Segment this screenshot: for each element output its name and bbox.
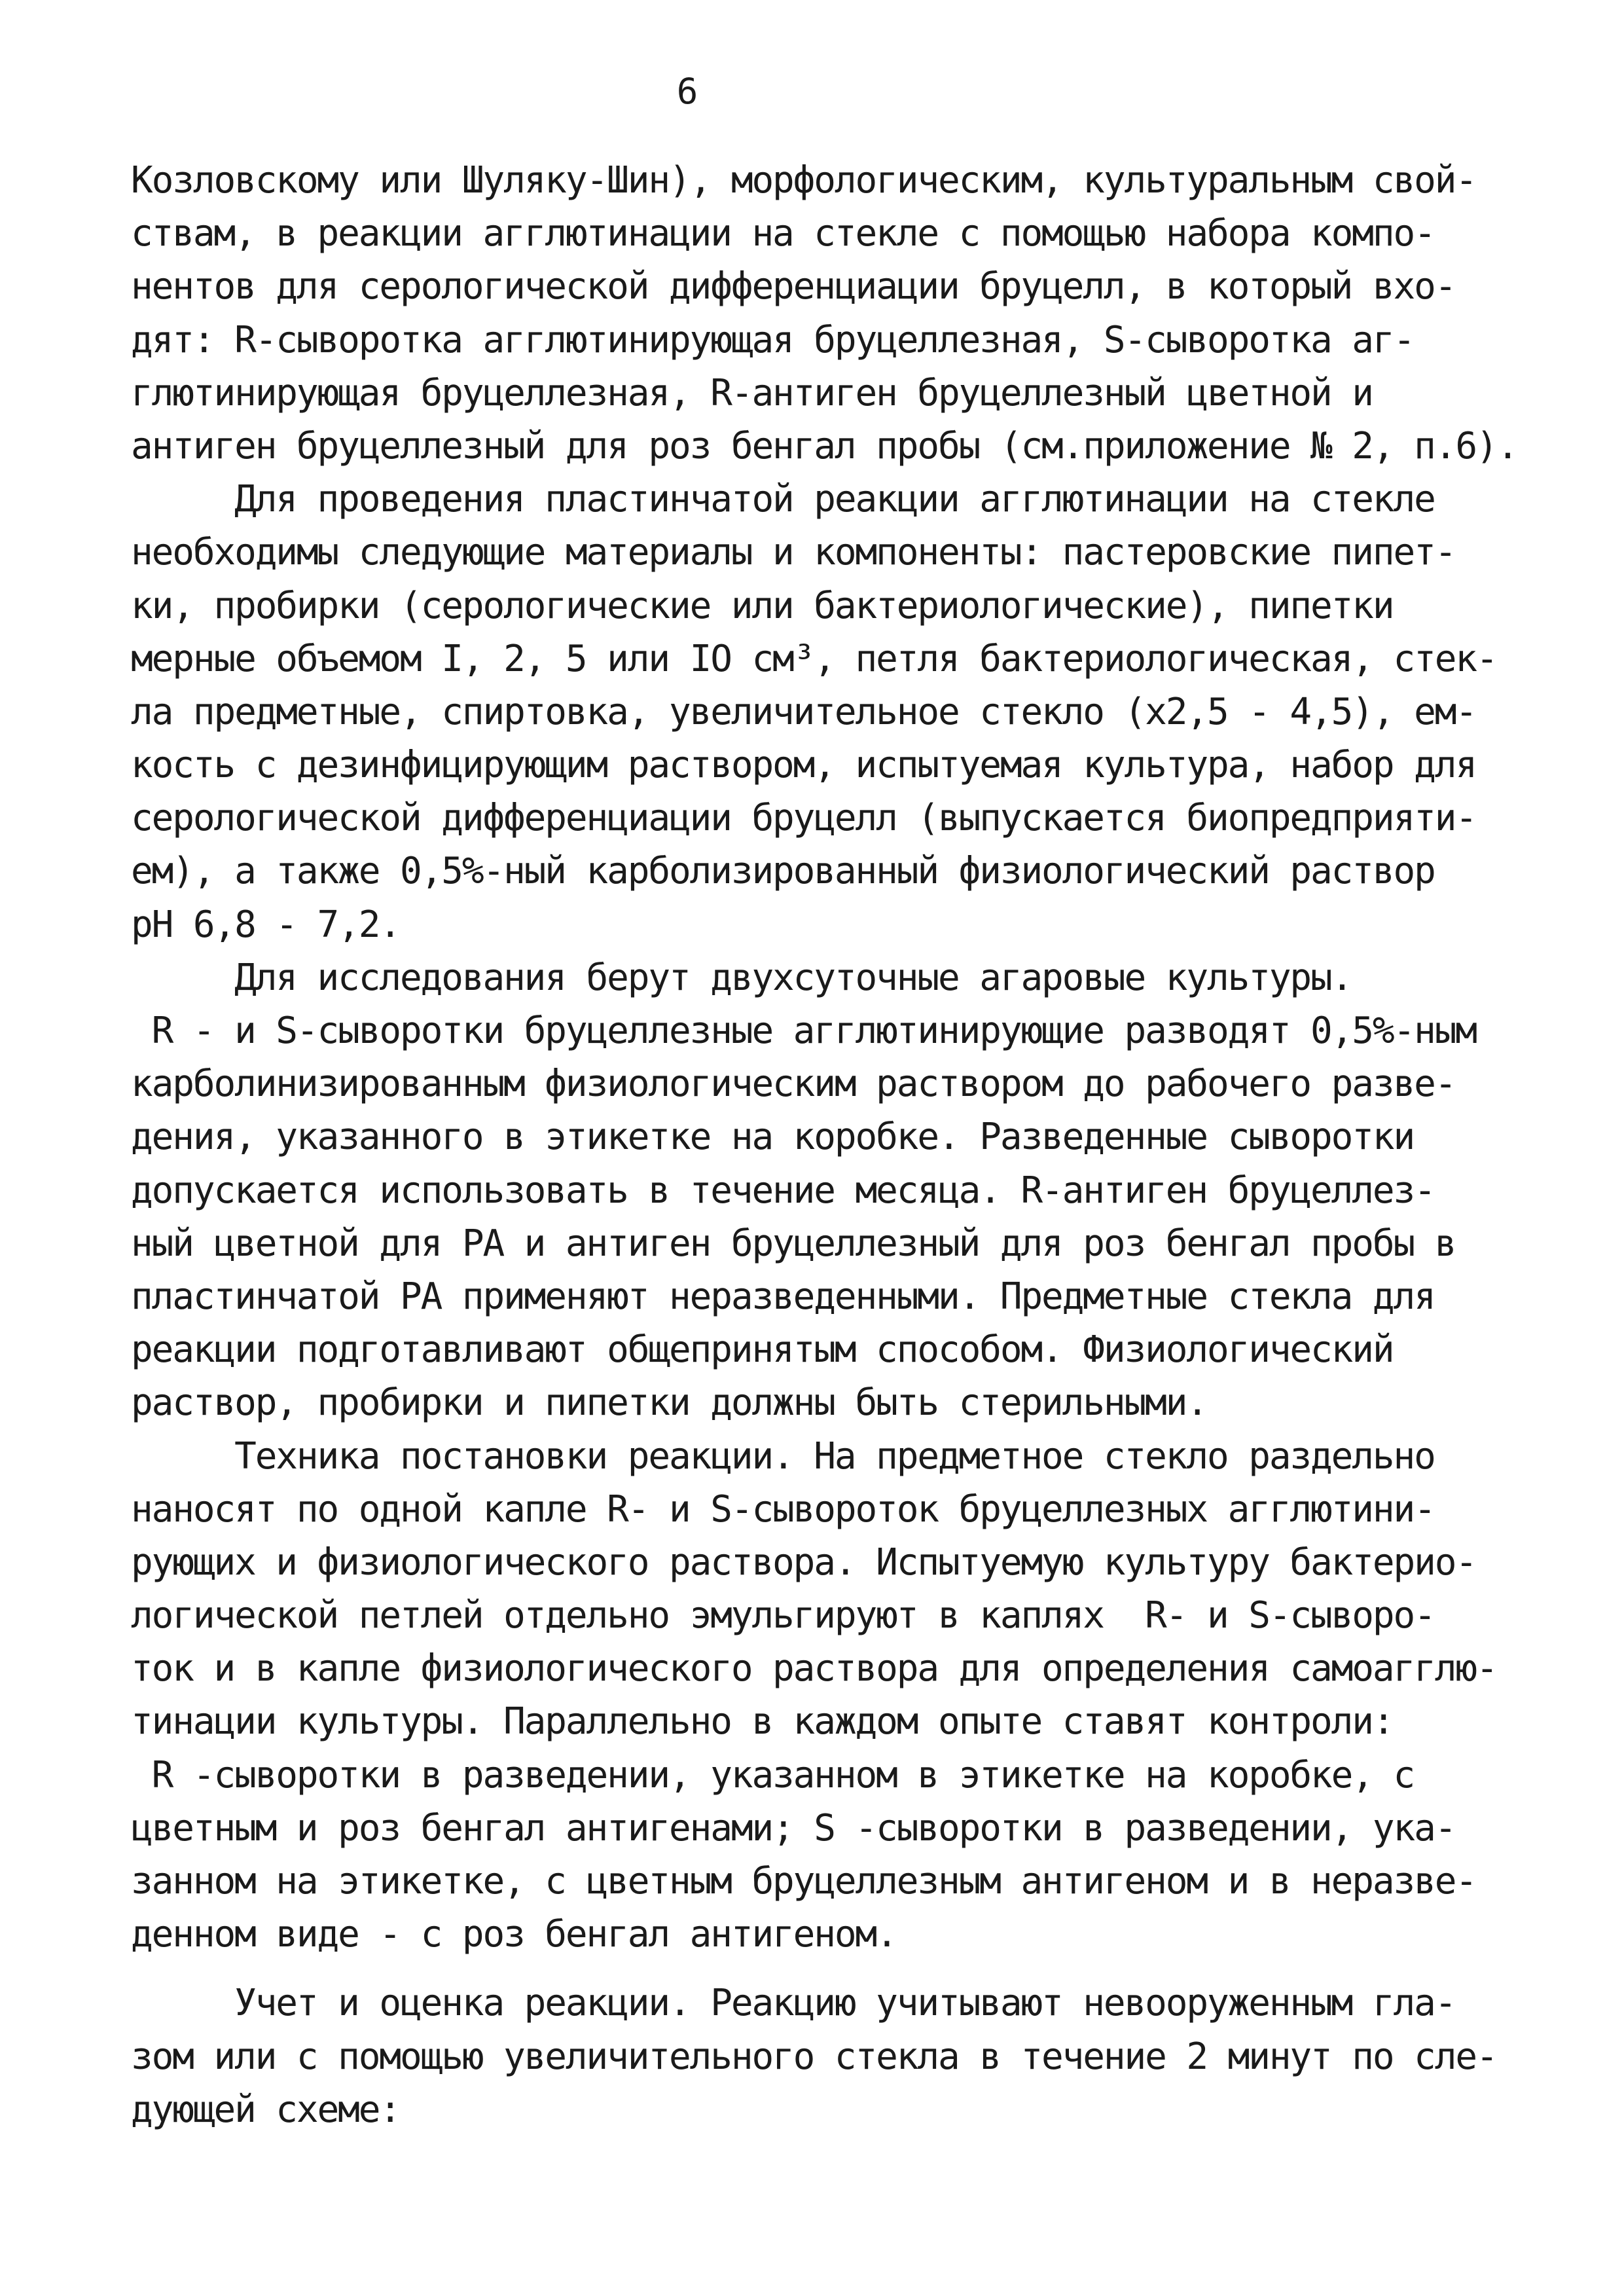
text-line: ствам, в реакции агглютинации на стекле с помощью набора компо- bbox=[131, 212, 1435, 255]
text-line: реакции подготавливают общепринятым способом. Физиологический bbox=[131, 1328, 1394, 1372]
text-line: кость с дезинфицирующим раствором, испытуемая культура, набор для bbox=[131, 744, 1476, 787]
text-line: Учет и оценка реакции. Реакцию учитывают невооруженным гла- bbox=[131, 1982, 1456, 2025]
text-line: мерные объемом I, 2, 5 или IO см³, петля бактериологическая, стек- bbox=[131, 637, 1497, 680]
text-line: необходимы следующие материалы и компоненты: пастеровские пипет- bbox=[131, 531, 1456, 574]
text-line: дующей схеме: bbox=[131, 2088, 400, 2131]
page-number: 6 bbox=[676, 71, 698, 112]
text-line: денном виде - с роз бенгал антигеном. bbox=[131, 1913, 897, 1956]
text-line: ем), а также 0,5%-ный карболизированный физиологический раствор bbox=[131, 850, 1435, 893]
text-line: раствор, пробирки и пипетки должны быть стерильными. bbox=[131, 1381, 1207, 1425]
text-line: R - и S-сыворотки бруцеллезные агглютинирующие разводят 0,5%-ным bbox=[131, 1010, 1476, 1052]
text-line: цветным и роз бенгал антигенами; S -сыворотки в разведении, ука- bbox=[131, 1806, 1456, 1850]
text-line: дения, указанного в этикетке на коробке. Разведенные сыворотки bbox=[131, 1116, 1415, 1159]
text-line: дят: R-сыворотка агглютинирующая бруцеллезная, S-сыворотка аг- bbox=[131, 318, 1415, 361]
text-line: логической петлей отдельно эмульгируют в каплях R- и S-сыворо- bbox=[131, 1594, 1435, 1637]
text-line: Техника постановки реакции. На предметное стекло раздельно bbox=[131, 1434, 1435, 1478]
text-line: зом или с помощью увеличительного стекла в течение 2 минут по сле- bbox=[131, 2035, 1497, 2078]
text-line: Для исследования берут двухсуточные агаровые культуры. bbox=[131, 956, 1352, 999]
text-line: нентов для серологической дифференциации бруцелл, в который вхо- bbox=[131, 265, 1456, 308]
text-line: допускается использовать в течение месяца. R-антиген бруцеллез- bbox=[131, 1169, 1435, 1212]
text-line: тинации культуры. Параллельно в каждом опыте ставят контроли: bbox=[131, 1700, 1394, 1743]
text-line: карболинизированным физиологическим раствором до рабочего разве- bbox=[131, 1063, 1456, 1106]
text-line: рующих и физиологического раствора. Испытуемую культуру бактерио- bbox=[131, 1540, 1476, 1584]
text-line: ла предметные, спиртовка, увеличительное стекло (x2,5 - 4,5), ем- bbox=[131, 690, 1476, 733]
body-text bbox=[131, 154, 1538, 2136]
text-line: серологической дифференциации бруцелл (выпускается биопредприяти- bbox=[131, 797, 1476, 840]
text-line: pH 6,8 - 7,2. bbox=[131, 903, 400, 946]
text-line: занном на этикетке, с цветным бруцеллезным антигеном и в неразве- bbox=[131, 1860, 1476, 1903]
text-line: пластинчатой РА применяют неразведенными. Предметные стекла для bbox=[131, 1275, 1435, 1318]
text-line: ток и в капле физиологического раствора для определения самоагглю- bbox=[131, 1647, 1497, 1690]
text-line: ный цветной для РА и антиген бруцеллезный для роз бенгал пробы в bbox=[131, 1222, 1456, 1265]
text-line: R -сыворотки в разведении, указанном в этикетке на коробке, с bbox=[131, 1753, 1415, 1796]
text-line: Козловскому или Шуляку-Шин), морфологическим, культуральным свой- bbox=[131, 159, 1476, 202]
text-line: ки, пробирки (серологические или бактериологические), пипетки bbox=[131, 584, 1394, 627]
paragraph-gap bbox=[131, 1961, 1538, 1977]
text-line: наносят по одной капле R- и S-сывороток бруцеллезных агглютини- bbox=[131, 1487, 1435, 1531]
text-line: глютинирующая бруцеллезная, R-антиген бруцеллезный цветной и bbox=[131, 371, 1373, 414]
text-line: антиген бруцеллезный для роз бенгал пробы (см.приложение № 2, п.6). bbox=[131, 424, 1518, 467]
text-line: Для проведения пластинчатой реакции агглютинации на стекле bbox=[131, 478, 1435, 521]
